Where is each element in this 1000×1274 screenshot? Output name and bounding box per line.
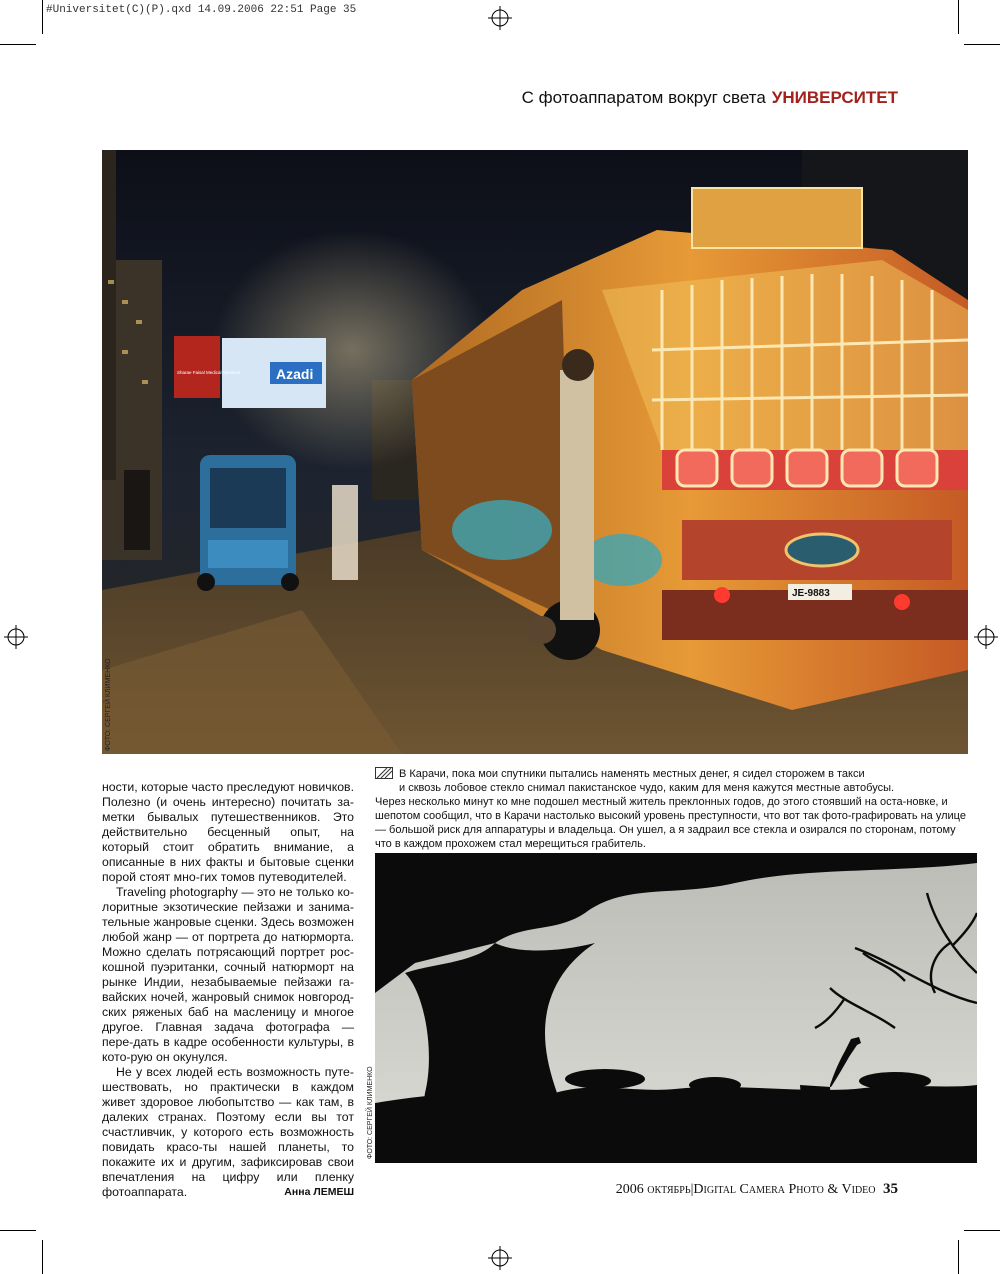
body-paragraph-3	[102, 1065, 354, 1200]
caption-line-1: В Карачи, пока мои спутники пытались наменять местных денег, я сидел сторожем в такси	[399, 768, 865, 780]
section-label: УНИВЕРСИТЕТ	[771, 88, 898, 107]
crop-mark	[42, 1240, 43, 1274]
caption-line-2: и сквозь лобовое стекло снимал пакистанское чудо, каким для меня кажутся местные автобусы.	[399, 782, 895, 794]
registration-mark-icon	[4, 625, 28, 649]
crop-mark	[42, 0, 43, 34]
slug-line: #Universitet(C)(P).qxd 14.09.2006 22:51 Page 35	[46, 4, 357, 16]
running-head	[522, 88, 898, 108]
magazine-title: Digital Camera Photo & Video	[693, 1182, 876, 1197]
billboard-text: Azadi	[276, 366, 314, 382]
license-plate-text: JE-9883	[792, 588, 830, 599]
savanna-silhouette-illustration	[375, 853, 977, 1163]
medical-sign-text: Sharae Faisal Medical Services	[177, 370, 241, 375]
crop-mark	[964, 44, 1000, 45]
registration-mark-icon	[488, 6, 512, 30]
registration-mark-icon	[974, 625, 998, 649]
crop-mark	[964, 1230, 1000, 1231]
photo1-credit: ФОТО: СЕРГЕЙ КЛИМЕНКО	[105, 658, 112, 751]
auto-rickshaw	[197, 455, 299, 591]
caption-marker-icon	[375, 767, 393, 779]
crop-mark	[958, 1240, 959, 1274]
body-paragraph-2: Traveling photography — это не только ко-лоритные экзотические пейзажи и занима-тельные жанровые сценки. Здесь возможен любой жанр — от портрета до натюрморта. Можно сделать потрясающий портрет рос-кошной пуэританки, сочный натюрморт на рынке Индии, незабываемые пейзажи га-вайских ночей, жанровый снимок новгород-ских ряженых баб на масленицу и многое другое. Главная задача фотографа — пере-дать в кадре особенности культуры, в кото-рую он окунулся.	[102, 885, 354, 1064]
photo2-credit: ФОТО: СЕРГЕЙ КЛИМЕНКО	[367, 1066, 374, 1159]
running-head-title: С фотоаппаратом вокруг света	[521, 88, 766, 107]
photo-caption	[375, 767, 975, 851]
crop-mark	[0, 1230, 36, 1231]
body-column	[102, 780, 354, 1200]
giraffe-baobab-photo	[375, 853, 977, 1163]
body-paragraph-3-text: Не у всех людей есть возможность путе-шествовать, но практически в каждом живет здоровое любопытство — как там, в далеких странах. Поэтому если вы тот счастливчик, у которого есть возможность повидать красо-ты нашей планеты, то покажите их и другим, зафиксировав свои впечатления на цифру или пленку фотоаппарата.	[102, 1065, 354, 1199]
author-signature: Анна ЛЕМЕШ	[284, 1186, 354, 1198]
karachi-bus-photo	[102, 150, 968, 754]
registration-mark-icon	[488, 1246, 512, 1270]
folio-month: октябрь	[647, 1182, 691, 1197]
folio-separator: |	[690, 1182, 694, 1197]
caption-rest: Через несколько минут ко мне подошел местный житель преклонных годов, до этого стоявший на оста-новке, и шепотом сообщил, что в Карачи настолько высокий уровень преступности, что вот так фото-графировать на улице — большой риск для аппаратуры и владельца. Он ушел, а я задраил все стекла и озирался по сторонам, потому что в каждом прохожем стал мерещиться грабитель.	[375, 796, 966, 850]
folio-year: 2006	[615, 1182, 644, 1197]
page-folio	[616, 1181, 898, 1198]
night-street-illustration	[102, 150, 968, 754]
body-paragraph-1: ности, которые часто преследуют новичков. Полезно (и очень интересно) почитать за-метки бывалых путешественников. Это действительно бесценный опыт, на который стоит обратить внимание, а описанные в них факты и бытовые сценки порой стоят мно-гих томов путеводителей.	[102, 780, 354, 884]
page-number: 35	[883, 1181, 898, 1197]
crop-mark	[958, 0, 959, 34]
crop-mark	[0, 44, 36, 45]
